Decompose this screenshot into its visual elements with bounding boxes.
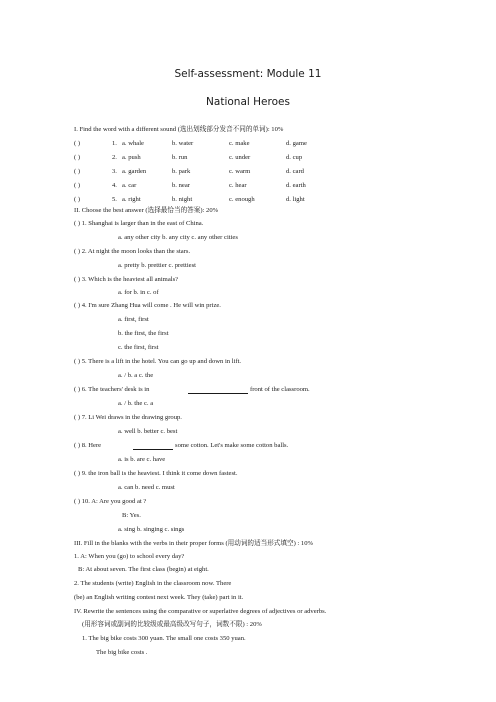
fill-line: 1. A: When you (go) to school every day?: [74, 553, 185, 560]
question-line: ( ) 7. Li Wei draws in the drawing group.: [74, 414, 182, 421]
answer-options: a. well b. better c. best: [118, 428, 178, 435]
answer-line: B: Yes.: [122, 512, 141, 519]
answer-blank: [133, 443, 173, 450]
fill-line: 2. The students (write) English in the classroom now. There: [74, 580, 232, 587]
answer-options: a. is b. are c. have: [118, 456, 166, 463]
answer-options: a. / b. the c. a: [118, 400, 154, 407]
question-line: ( ) 4. I'm sure Zhang Hua will come . He will win prize.: [74, 302, 221, 309]
section-4-heading: IV. Rewrite the sentences using the comparative or superlative degrees of adjectives or adverbs.: [74, 608, 327, 615]
rewrite-line: The big bike costs .: [96, 649, 148, 656]
answer-options: a. can b. need c. must: [118, 484, 175, 491]
section-3-heading: III. Fill in the blanks with the verbs in their proper forms (用动词的适当形式填空) : 10%: [74, 540, 313, 547]
page-title: Self-assessment: Module 11: [174, 68, 322, 80]
fill-line: B: At about seven. The first class (begin) at eight.: [78, 566, 209, 573]
question-line: ( ) 2. At night the moon looks than the stars.: [74, 248, 191, 255]
question-line: ( ) 3. Which is the heaviest all animals?: [74, 276, 179, 283]
answer-options: a. / b. a c. the: [118, 372, 154, 379]
answer-options: a. for b. in c. of: [118, 289, 159, 296]
section-1-heading: I. Find the word with a different sound (选出划线部分发音不同的单词): 10%: [74, 126, 284, 133]
answer-options: a. any other city b. any city c. any other cities: [118, 234, 238, 241]
question-line: ( ) 9. the iron ball is the heaviest. I think it come down fastest.: [74, 470, 238, 477]
question-line: ( ) 10. A: Are you good at ?: [74, 498, 147, 505]
answer-options: a. sing b. singing c. sings: [118, 526, 185, 533]
section-2-heading: II. Choose the best answer (选择最恰当的答案): 20%: [74, 207, 219, 214]
fill-line: (be) an English writing contest next week. They (take) part in it.: [74, 594, 244, 601]
answer-options: a. pretty b. prettier c. prettiest: [118, 262, 196, 269]
page-subtitle: National Heroes: [206, 96, 290, 108]
question-line: ( ) 1. Shanghai is larger than in the east of China.: [74, 220, 204, 227]
answer-option: b. the first, the first: [118, 330, 169, 337]
rewrite-line: 1. The big bike costs 300 yuan. The small one costs 350 yuan.: [82, 635, 246, 642]
section-4-subheading: (用形容词或副词的比较级或最高级改写句子，词数不限) : 20%: [82, 621, 262, 628]
question-line: ( ) 5. There is a lift in the hotel. You can go up and down in lift.: [74, 358, 242, 365]
answer-option: a. first, first: [118, 316, 149, 323]
answer-option: c. the first, first: [118, 344, 159, 351]
answer-blank: [188, 387, 248, 394]
